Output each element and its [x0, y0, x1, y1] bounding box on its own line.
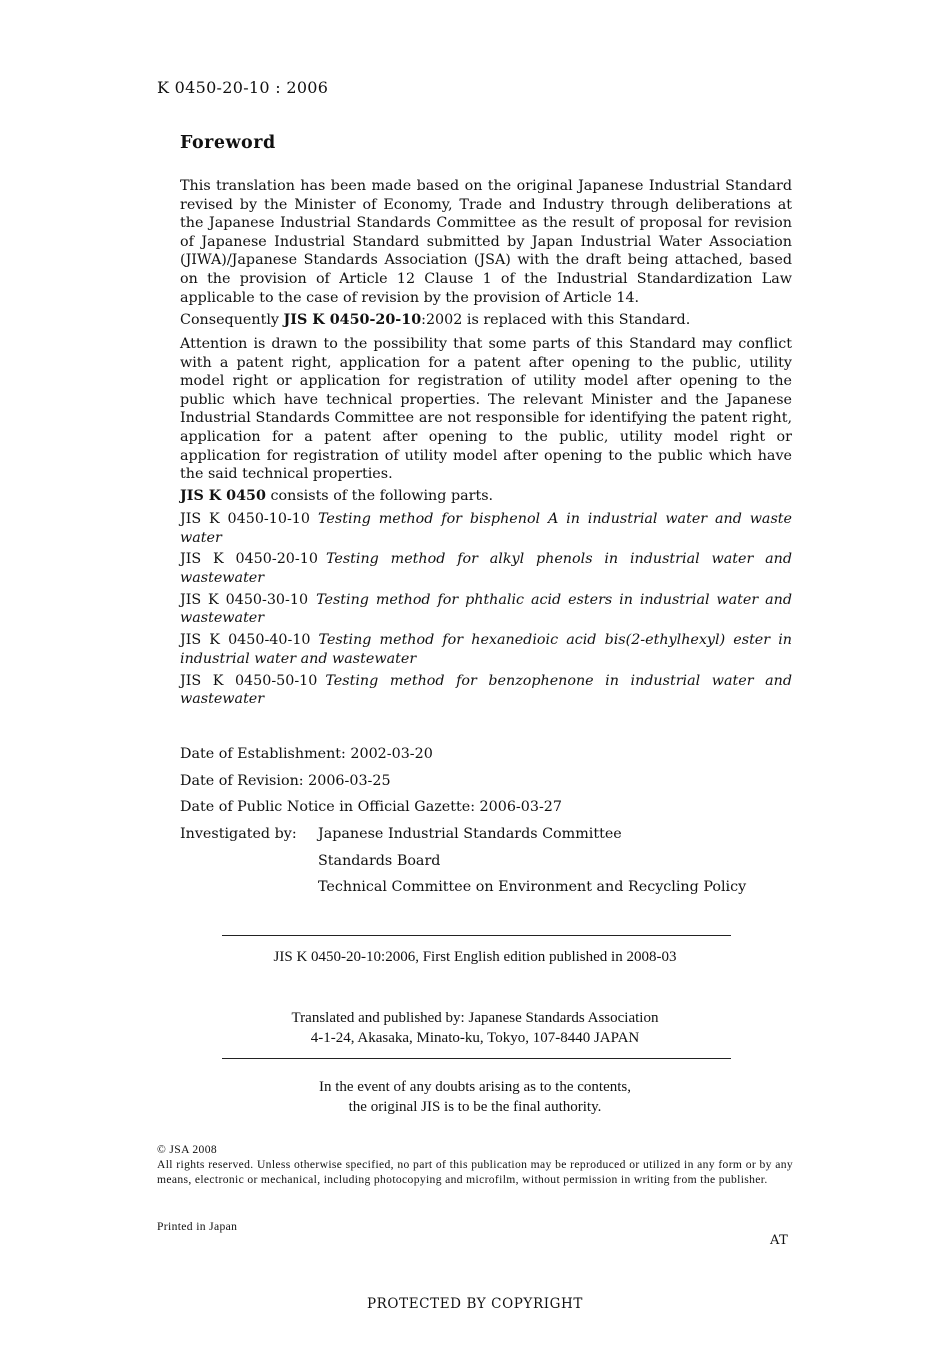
- investigated-by-row: [180, 825, 746, 852]
- copyright-line: © JSA 2008: [157, 1143, 217, 1156]
- printed-in: Printed in Japan: [157, 1220, 238, 1233]
- investigator: Technical Committee on Environment and Recycling Policy: [318, 879, 747, 896]
- foreword-paragraph-2: [180, 311, 792, 330]
- part-title: Testing method for alkyl phenols in industrial water and wastewater: [180, 551, 793, 586]
- para4-standard-ref: JIS K 0450: [180, 488, 266, 504]
- part-title: Testing method for hexanedioic acid bis(2-ethylhexyl) ester in industrial water and wastewater: [180, 632, 793, 667]
- authority-notice: [157, 1077, 793, 1117]
- investigator: Standards Board: [318, 852, 441, 869]
- protected-footer: PROTECTED BY COPYRIGHT: [366, 1296, 584, 1312]
- part-code: JIS K 0450-30-10: [180, 591, 309, 608]
- dates-block: [180, 745, 746, 905]
- investigator: Japanese Industrial Standards Committee: [318, 826, 622, 843]
- part-title: Testing method for bisphenol A in industrial water and waste water: [180, 511, 792, 546]
- date-of-revision: Date of Revision: 2006-03-25: [180, 772, 391, 789]
- part-item: [180, 631, 792, 668]
- publisher-block: [157, 1008, 793, 1048]
- para4-suffix: consists of the following parts.: [265, 488, 494, 504]
- foreword-title: Foreword: [180, 133, 276, 153]
- part-item: [180, 510, 792, 547]
- corner-code: AT: [770, 1233, 789, 1248]
- foreword-paragraph-3: Attention is drawn to the possibility that some parts of this Standard may conflict with a patent right, application for a patent after opening to the public, utility model right or application for registration of utility model after opening to the public which have technical properties. The relevant Minister and the Japanese Industrial Standards Committee are not responsible for identifying the patent right, application for a patent after opening to the public, utility model right or application for registration of utility model after opening to the public which have the said technical properties.: [180, 336, 792, 483]
- part-code: JIS K 0450-40-10: [180, 632, 311, 649]
- publisher-line: Translated and published by: Japanese Standards Association: [291, 1010, 659, 1026]
- authority-notice-line-1: In the event of any doubts arising as to the contents,: [318, 1079, 631, 1095]
- part-title: Testing method for phthalic acid esters in industrial water and wastewater: [180, 591, 792, 627]
- date-of-establishment: Date of Establishment: 2002-03-20: [180, 746, 433, 762]
- para2-standard-ref: JIS K 0450-20-10: [283, 312, 422, 328]
- parts-list: [180, 510, 792, 712]
- part-code: JIS K 0450-50-10: [180, 672, 318, 689]
- divider-top: [222, 935, 731, 936]
- foreword-paragraph-1: This translation has been made based on the original Japanese Industrial Standard revised by the Minister of Economy, Trade and Industry through deliberations at the Japanese Industrial Standards Committee as the result of proposal for revision of Japanese Industrial Standard submitted by Japan Industrial Water Association (JIWA)/Japanese Standards Association (JSA) with the draft being attached, based on the provision of Article 12 Clause 1 of the Industrial Standardization Law applicable to the case of revision by the provision of Article 14.: [180, 178, 792, 306]
- part-title: Testing method for benzophenone in industrial water and wastewater: [180, 672, 792, 708]
- para2-prefix: Consequently: [180, 312, 284, 328]
- edition-line: JIS K 0450-20-10:2006, First English edition published in 2008-03: [273, 949, 677, 965]
- part-item: [180, 672, 792, 709]
- part-item: [180, 550, 792, 587]
- document-code-header: K 0450-20-10 : 2006: [157, 78, 329, 97]
- part-item: [180, 591, 792, 628]
- date-of-public-notice: Date of Public Notice in Official Gazette: 2006-03-27: [180, 799, 562, 816]
- rights-notice: All rights reserved. Unless otherwise specified, no part of this publication may be reproduced or utilized in any form or by any means, electronic or mechanical, including photocopying and microfilm, without permission in writing from the publisher.: [157, 1158, 793, 1187]
- foreword-paragraph-4: [180, 487, 792, 506]
- publisher-address: 4-1-24, Akasaka, Minato-ku, Tokyo, 107-8440 JAPAN: [310, 1030, 640, 1046]
- divider-bottom: [222, 1058, 731, 1059]
- part-code: JIS K 0450-20-10: [180, 551, 318, 568]
- authority-notice-line-2: the original JIS is to be the final authority.: [348, 1099, 602, 1115]
- part-code: JIS K 0450-10-10: [180, 511, 310, 527]
- investigated-by-label: Investigated by:: [180, 826, 297, 843]
- para2-suffix: :2002 is replaced with this Standard.: [421, 312, 691, 328]
